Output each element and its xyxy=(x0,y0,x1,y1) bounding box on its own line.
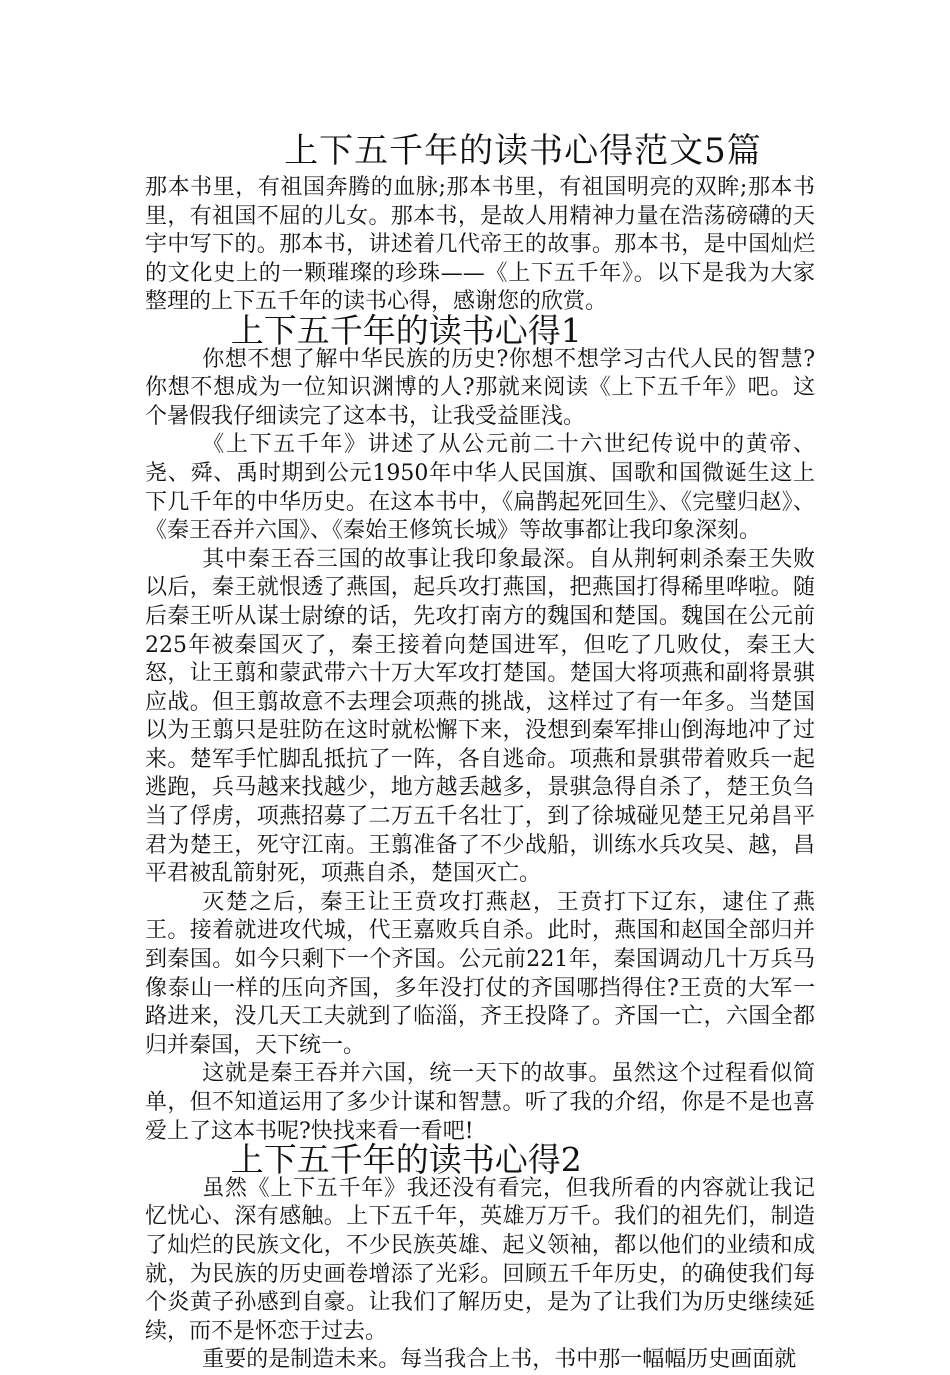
section1-paragraph-1: 你想不想了解中华民族的历史?你想不想学习古代人民的智慧?你想不想成为一位知识渊博的人?那就来阅读《上下五千年》吧。这个暑假我仔细读完了这本书，让我受益匪浅。 xyxy=(145,346,815,429)
section2-paragraph-2: 重要的是制造未来。每当我合上书，书中那一幅幅历史画面就 xyxy=(202,1347,797,1373)
section1-paragraph-5: 这就是秦王吞并六国，统一天下的故事。虽然这个过程看似简单，但不知道运用了多少计谋和智慧。听了我的介绍，你是不是也喜爱上了这本书呢?快找来看一看吧! xyxy=(145,1061,815,1144)
document-title: 上下五千年的读书心得范文5篇 xyxy=(284,131,762,171)
intro-paragraph: 那本书里，有祖国奔腾的血脉;那本书里，有祖国明亮的双眸;那本书里，有祖国不屈的儿女。那本书，是故人用精神力量在浩荡磅礴的天宇中写下的。那本书，讲述着几代帝王的故事。那本书，是中国灿烂的文化史上的一颗璀璨的珍珠——《上下五千年》。以下是我为大家整理的上下五千年的读书心得，感谢您的欣赏。 xyxy=(145,175,815,315)
section1-paragraph-4: 灭楚之后，秦王让王贲攻打燕赵，王贲打下辽东，逮住了燕王。接着就进攻代城，代王嘉败兵自杀。此时，燕国和赵国全部归并到秦国。如今只剩下一个齐国。公元前221年，秦国调动几十万兵马像泰山一样的压向齐国，多年没打仗的齐国哪挡得住?王贲的大军一路进来，没几天工夫就到了临淄，齐王投降了。齐国一亡，六国全都归并秦国，天下统一。 xyxy=(145,889,815,1058)
section2-paragraph-1: 虽然《上下五千年》我还没有看完，但我所看的内容就让我记忆忧心、深有感触。上下五千年，英雄万万千。我们的祖先们，制造了灿烂的民族文化，不少民族英雄、起义领袖，都以他们的业绩和成就，为民族的历史画卷增添了光彩。回顾五千年历史，的确使我们每个炎黄子孙感到自豪。让我们了解历史，是为了让我们为历史继续延续，而不是怀恋于过去。 xyxy=(145,1175,815,1344)
section1-paragraph-3: 其中秦王吞三国的故事让我印象最深。自从荆轲刺杀秦王失败以后，秦王就恨透了燕国，起兵攻打燕国，把燕国打得稀里哗啦。随后秦王听从谋士尉缭的话，先攻打南方的魏国和楚国。魏国在公元前225年被秦国灭了，秦王接着向楚国进军，但吃了几败仗，秦王大怒，让王翦和蒙武带六十万大军攻打楚国。楚国大将项燕和副将景骐应战。但王翦故意不去理会项燕的挑战，这样过了有一年多。当楚国以为王翦只是驻防在这时就松懈下来，没想到秦军排山倒海地冲了过来。楚军手忙脚乱抵抗了一阵，各自逃命。项燕和景骐带着败兵一起逃跑，兵马越来找越少，地方越丢越多，景骐急得自杀了，楚王负刍当了俘虏，项燕招募了二万五千名壮丁，到了徐城碰见楚王兄弟昌平君为楚王，死守江南。王翦准备了不少战船，训练水兵攻吴、越，昌平君被乱箭射死，项燕自杀，楚国灭亡。 xyxy=(145,546,815,887)
section-heading-1: 上下五千年的读书心得1 xyxy=(230,310,582,350)
section1-paragraph-2: 《上下五千年》讲述了从公元前二十六世纪传说中的黄帝、尧、舜、禹时期到公元1950年中华人民国旗、国歌和国微诞生这上下几千年的中华历史。在这本书中，《扁鹊起死回生》、《完璧归赵》、《秦王吞并六国》、《秦始王修筑长城》等故事都让我印象深刻。 xyxy=(145,432,815,544)
document-body xyxy=(145,174,815,1375)
section-heading-2: 上下五千年的读书心得2 xyxy=(230,1140,582,1180)
